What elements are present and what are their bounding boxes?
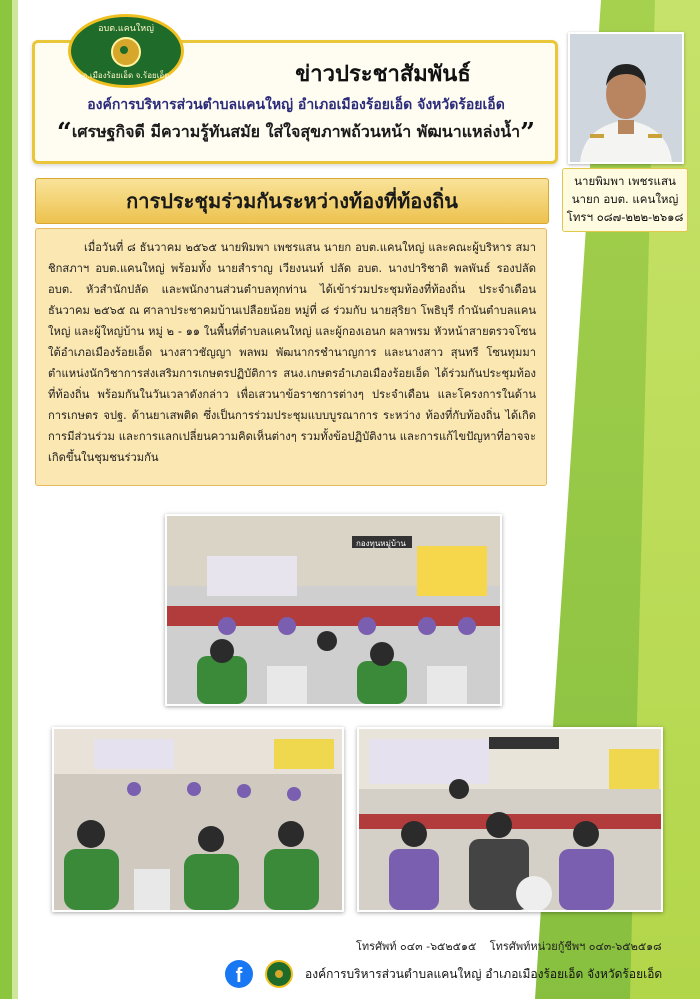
quote-close: ” bbox=[520, 118, 536, 148]
rescue-phone: โทรศัพท์หน่วยกู้ชีพฯ ๐๔๓-๖๕๒๕๑๘ bbox=[489, 940, 662, 953]
slogan bbox=[40, 118, 552, 148]
facebook-icon[interactable]: f bbox=[225, 960, 253, 988]
article-body: เมื่อวันที่ ๘ ธันวาคม ๒๕๖๕ นายพิมพา เพชรแสน นายก อบต.แคนใหญ่ และคณะผู้บริหาร สมาชิกสภาฯ อบต.แคนใหญ่ พร้อมทั้ง นายสำราญ เวียงนนท์ ปลัด อบต. นางปาริชาติ พลพันธ์ รองปลัด อบต. หัวสำนักปลัด และพนักงานส่วนตำบลทุกท่าน ได้เข้าร่วมประชุมท้องที่ท้องถิ่น ประจำเดือนธันวาคม ๒๕๖๕ ณ ศาลาประชาคมบ้านเปลือยน้อย หมู่ที่ ๘ ร่วมกับ นายสุริยา โพธิบุรี กำนันตำบลแคนใหญ่ และผู้ใหญ่บ้าน หมู่ ๒ - ๑๑ ในพื้นที่ตำบลแคนใหญ่ และผู้กองเอนก ผลาพรม หัวหน้าสายตรวจโซนใต้อำเภอเมืองร้อยเอ็ด นางสาวชัญญา พลพม พัฒนากรชำนาญการ และนางสาว สุนทรี โซนทุมมา ตำแหน่งนักวิชาการส่งเสริมการเกษตรปฏิบัติการ สนง.เกษตรอำเภอเมืองร้อยเอ็ด ได้ร่วมกันประชุมท้องที่ท้องถิ่น พร้อมกันในวันเวลาดังกล่าว เพื่อเสวนาข้อราชการต่างๆ ประจำเดือน และโครงการในด้านการเกษตร จปฐ. ด้านยาเสพติด ซึ่งเป็นการร่วมประชุมแบบบูรณาการ ระหว่าง ท้องที่กับท้องถิ่น ได้เกิดการมีส่วนร่วม และการแลกเปลี่ยนความคิดเห็นต่างๆ รวมทั้งข้อปฏิบัติงาน และการแก้ไขปัญหาที่อาจจะเกิดขึ้นในชุมชนร่วมกัน bbox=[35, 228, 547, 486]
logo-top-text: อบต.แคนใหญ่ bbox=[98, 23, 154, 34]
office-phone: โทรศัพท์ ๐๔๓ -๖๕๒๕๑๕ bbox=[356, 940, 477, 953]
organization-name: องค์การบริหารส่วนตำบลแคนใหญ่ อำเภอเมืองร้อยเอ็ด จังหวัดร้อยเอ็ด bbox=[87, 97, 505, 113]
meeting-photo-2 bbox=[52, 727, 344, 912]
logo-bottom-text: อ.เมืองร้อยเอ็ด จ.ร้อยเอ็ด bbox=[82, 70, 170, 80]
quote-open: “ bbox=[56, 118, 72, 148]
mayor-portrait bbox=[568, 32, 684, 164]
contact-phones bbox=[356, 937, 686, 955]
profile-card bbox=[562, 168, 688, 232]
footer bbox=[225, 958, 695, 990]
footer-logo-icon bbox=[265, 960, 293, 988]
footer-organization: องค์การบริหารส่วนตำบลแคนใหญ่ อำเภอเมืองร้อยเอ็ด จังหวัดร้อยเอ็ด bbox=[305, 966, 663, 981]
article-headline: การประชุมร่วมกันระหว่างท้องที่ท้องถิ่น bbox=[35, 178, 549, 224]
meeting-photo-3 bbox=[357, 727, 663, 912]
organization-logo bbox=[68, 14, 184, 88]
slogan-text: เศรษฐกิจดี มีความรู้ทันสมัย ใส่ใจสุขภาพถ้วนหน้า พัฒนาแหล่งน้ำ bbox=[71, 122, 521, 141]
meeting-photo-1 bbox=[165, 514, 502, 706]
emblem-icon bbox=[111, 37, 141, 67]
profile-phone: โทรฯ ๐๘๗-๒๒๒-๒๖๑๘ bbox=[566, 210, 684, 224]
profile-position: นายก อบต. แคนใหญ่ bbox=[571, 192, 679, 206]
page-title: ข่าวประชาสัมพันธ์ bbox=[295, 61, 471, 87]
left-green-border bbox=[0, 0, 12, 999]
left-light-border bbox=[12, 0, 18, 999]
banner-text: กองทุนหมู่บ้าน bbox=[356, 539, 406, 548]
portrait-image bbox=[570, 34, 682, 162]
profile-name: นายพิมพา เพชรแสน bbox=[574, 174, 676, 188]
